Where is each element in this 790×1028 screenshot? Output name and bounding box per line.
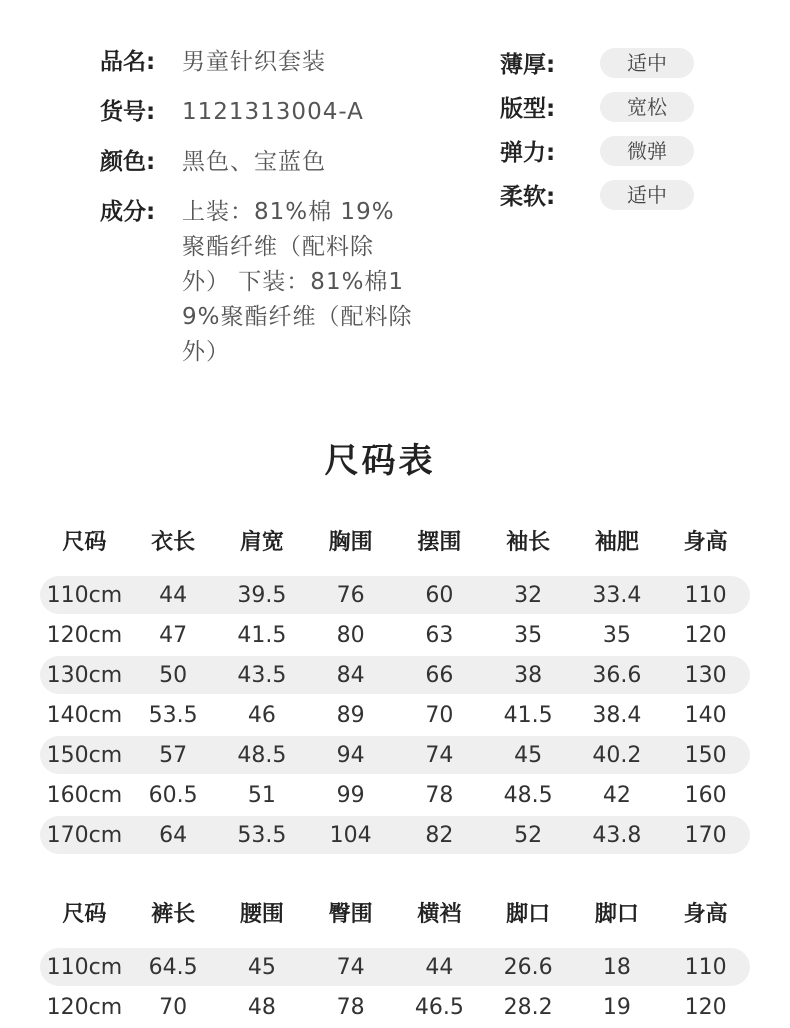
color-value: 黑色、宝蓝色: [182, 149, 326, 175]
table-cell: 70: [425, 702, 454, 728]
table-cell: 78: [336, 994, 365, 1020]
fit-pill: 宽松: [600, 92, 694, 122]
column-header: 肩宽: [239, 529, 284, 555]
table-row: [40, 948, 750, 986]
column-header: 身高: [683, 901, 728, 927]
table-row: [40, 696, 750, 734]
table-cell: 28.2: [503, 994, 553, 1020]
table-cell: 82: [425, 822, 454, 848]
table-cell: 110: [684, 582, 727, 608]
table-row: [40, 988, 750, 1026]
top-size-table: [40, 520, 750, 856]
table-cell: 99: [336, 782, 365, 808]
table-cell: 84: [336, 662, 365, 688]
table-cell: 64.5: [148, 954, 198, 980]
table-cell: 120: [684, 994, 727, 1020]
table-cell: 120: [684, 622, 727, 648]
table-cell: 51: [247, 782, 276, 808]
table-cell: 45: [514, 742, 543, 768]
table-cell: 19: [602, 994, 631, 1020]
column-header: 衣长: [151, 529, 196, 555]
table-cell: 130: [684, 662, 727, 688]
table-cell: 170cm: [46, 822, 123, 848]
table-cell: 89: [336, 702, 365, 728]
sku-row: [100, 95, 430, 130]
table-cell: 39.5: [237, 582, 287, 608]
bottom-size-table: [40, 892, 750, 1028]
table-cell: 35: [514, 622, 543, 648]
thickness-label: 薄厚:: [500, 52, 556, 78]
material-row: [100, 195, 430, 370]
table-cell: 48: [247, 994, 276, 1020]
size-chart-title: 尺码表: [324, 441, 436, 481]
table-cell: 110: [684, 954, 727, 980]
table-cell: 41.5: [503, 702, 553, 728]
table-row: [40, 616, 750, 654]
table-cell: 44: [425, 954, 454, 980]
table-cell: 33.4: [592, 582, 642, 608]
table-cell: 38.4: [592, 702, 642, 728]
product-attributes: [500, 45, 720, 221]
table-cell: 80: [336, 622, 365, 648]
table-cell: 26.6: [503, 954, 553, 980]
table-cell: 170: [684, 822, 727, 848]
name-value: 男童针织套装: [182, 49, 326, 75]
table-cell: 78: [425, 782, 454, 808]
softness-pill: 适中: [600, 180, 694, 210]
table-cell: 60.5: [148, 782, 198, 808]
table-cell: 36.6: [592, 662, 642, 688]
thickness-pill: 适中: [600, 48, 694, 78]
table-cell: 104: [329, 822, 372, 848]
table-row: [40, 576, 750, 614]
attribute-row: [500, 89, 720, 124]
column-header: 身高: [683, 529, 728, 555]
table-cell: 35: [602, 622, 631, 648]
table-cell: 150: [684, 742, 727, 768]
table-cell: 43.8: [592, 822, 642, 848]
column-header: 横裆: [417, 901, 462, 927]
material-value: 上装：81%棉 19%聚酯纤维（配料除外） 下装：81%棉19%聚酯纤维（配料除外）: [182, 199, 413, 365]
table-cell: 41.5: [237, 622, 287, 648]
column-header: 脚口: [594, 901, 639, 927]
table-cell: 46: [247, 702, 276, 728]
column-header: 摆围: [417, 529, 462, 555]
elasticity-pill: 微弹: [600, 136, 694, 166]
table-cell: 46.5: [414, 994, 464, 1020]
table-cell: 110cm: [46, 582, 123, 608]
table-row: [40, 776, 750, 814]
table-cell: 140: [684, 702, 727, 728]
table-cell: 45: [247, 954, 276, 980]
table-cell: 50: [159, 662, 188, 688]
table-cell: 44: [159, 582, 188, 608]
sku-value: 1121313004-A: [182, 99, 364, 125]
table-cell: 94: [336, 742, 365, 768]
sku-label: 货号:: [100, 99, 156, 125]
name-row: [100, 45, 430, 80]
column-header: 脚口: [506, 901, 551, 927]
column-header: 臀围: [328, 901, 373, 927]
table-cell: 64: [159, 822, 188, 848]
table-cell: 160cm: [46, 782, 123, 808]
table-cell: 40.2: [592, 742, 642, 768]
table-cell: 140cm: [46, 702, 123, 728]
color-row: [100, 145, 430, 180]
product-details: [100, 45, 430, 385]
column-header: 胸围: [328, 529, 373, 555]
table-cell: 47: [159, 622, 188, 648]
table-cell: 66: [425, 662, 454, 688]
name-label: 品名:: [100, 49, 156, 75]
attribute-row: [500, 177, 720, 212]
table-cell: 53.5: [237, 822, 287, 848]
table-cell: 42: [602, 782, 631, 808]
product-info: [0, 45, 790, 365]
table-cell: 48.5: [237, 742, 287, 768]
table-cell: 52: [514, 822, 543, 848]
table-cell: 60: [425, 582, 454, 608]
table-cell: 76: [336, 582, 365, 608]
fit-label: 版型:: [500, 96, 556, 122]
attribute-row: [500, 45, 720, 80]
column-header: 尺码: [62, 901, 107, 927]
column-header: 腰围: [239, 901, 284, 927]
table-cell: 48.5: [503, 782, 553, 808]
table-cell: 32: [514, 582, 543, 608]
table-header-row: [40, 520, 750, 560]
column-header: 裤长: [151, 901, 196, 927]
color-label: 颜色:: [100, 149, 156, 175]
table-row: [40, 736, 750, 774]
table-cell: 120cm: [46, 622, 123, 648]
table-cell: 130cm: [46, 662, 123, 688]
column-header: 尺码: [62, 529, 107, 555]
table-cell: 18: [602, 954, 631, 980]
attribute-row: [500, 133, 720, 168]
table-header-row: [40, 892, 750, 932]
table-row: [40, 656, 750, 694]
elasticity-label: 弹力:: [500, 140, 556, 166]
softness-label: 柔软:: [500, 184, 556, 210]
table-cell: 63: [425, 622, 454, 648]
table-cell: 38: [514, 662, 543, 688]
table-cell: 74: [336, 954, 365, 980]
table-cell: 120cm: [46, 994, 123, 1020]
table-cell: 43.5: [237, 662, 287, 688]
material-label: 成分:: [100, 199, 156, 225]
column-header: 袖长: [506, 529, 551, 555]
table-cell: 74: [425, 742, 454, 768]
table-cell: 57: [159, 742, 188, 768]
table-cell: 160: [684, 782, 727, 808]
table-row: [40, 816, 750, 854]
table-cell: 53.5: [148, 702, 198, 728]
table-cell: 150cm: [46, 742, 123, 768]
table-cell: 70: [159, 994, 188, 1020]
column-header: 袖肥: [594, 529, 639, 555]
table-cell: 110cm: [46, 954, 123, 980]
